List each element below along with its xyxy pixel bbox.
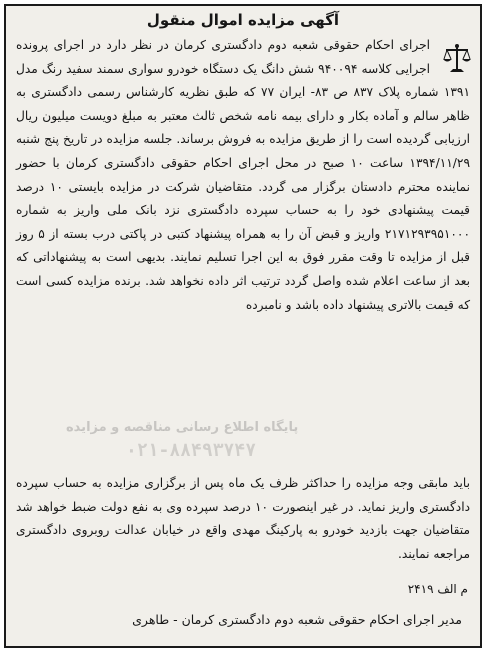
watermark-phone: ۰۲۱-۸۸۴۹۳۷۴۷ — [126, 440, 257, 461]
notice-title: آگهی مزایده اموال منقول — [146, 11, 340, 29]
reference-number: م الف ۲۴۱۹ — [407, 582, 468, 596]
notice-body: اجرای احکام حقوقی شعبه دوم دادگستری کرمان در نظر دارد در اجرای پرونده اجرایی کلاسه ۹۴۰۰۹۴ شش دانگ یک دستگاه خودرو سواری سمند سفید رنگ مدل ۱۳۹۱ شماره پلاک ۸۳۷ ص ۸۳- ایران ۷۷ که طبق نظریه کارشناس رسمی دادگستری به ظاهر سالم و آماده بکار و دارای بیمه نامه شخص ثالث معتبر به مبلغ دویست میلیون ریال ارزیابی گردیده است را از طریق مزایده به فروش برساند. جلسه مزایده در تاریخ پنج شنبه ۱۳۹۴/۱۱/۲۹ ساعت ۱۰ صبح در محل اجرای احکام حقوقی دادگستری کرمان با حضور نماینده محترم دادستان برگزار می گردد. متقاضیان شرکت در مزایده بایستی ۱۰ درصد قیمت پیشنهادی خود را به حساب سپرده دادگستری نزد بانک ملی واریز به شماره ۲۱۷۱۲۹۳۹۵۱۰۰۰ واریز و قبض آن را به همراه پیشنهاد کتبی در پاکتی درب بسته از ۵ روز قبل از مزایده تا وقت مقرر فوق به این اجرا تسلیم نمایند. بدیهی است به پیشنهاداتی که بعد از ساعت اعلام شده واصل گردد ترتیب اثر داده نخواهد شد. برنده مزایده کسی است که قیمت بالاتری پیشنهاد داده باشد و نامبرده — [16, 38, 471, 312]
auction-notice — [4, 4, 482, 648]
watermark-text: پایگاه اطلاع رسانی مناقصه و مزایده — [66, 420, 299, 435]
signature-line: مدیر اجرای احکام حقوقی شعبه دوم دادگستری کرمان - طاهری — [132, 612, 462, 627]
notice-body-continued: باید مابقی وجه مزایده را حداکثر ظرف یک ماه پس از برگزاری مزایده به حساب سپرده دادگستری واریز نماید. در غیر اینصورت ۱۰ درصد سپرده وی به نفع دولت ضبط خواهد شد متقاضیان جهت بازدید خودرو به پارکینگ مهدی واقع در خیابان عدالت روبروی دادگستری مراجعه نمایند. — [16, 476, 471, 561]
